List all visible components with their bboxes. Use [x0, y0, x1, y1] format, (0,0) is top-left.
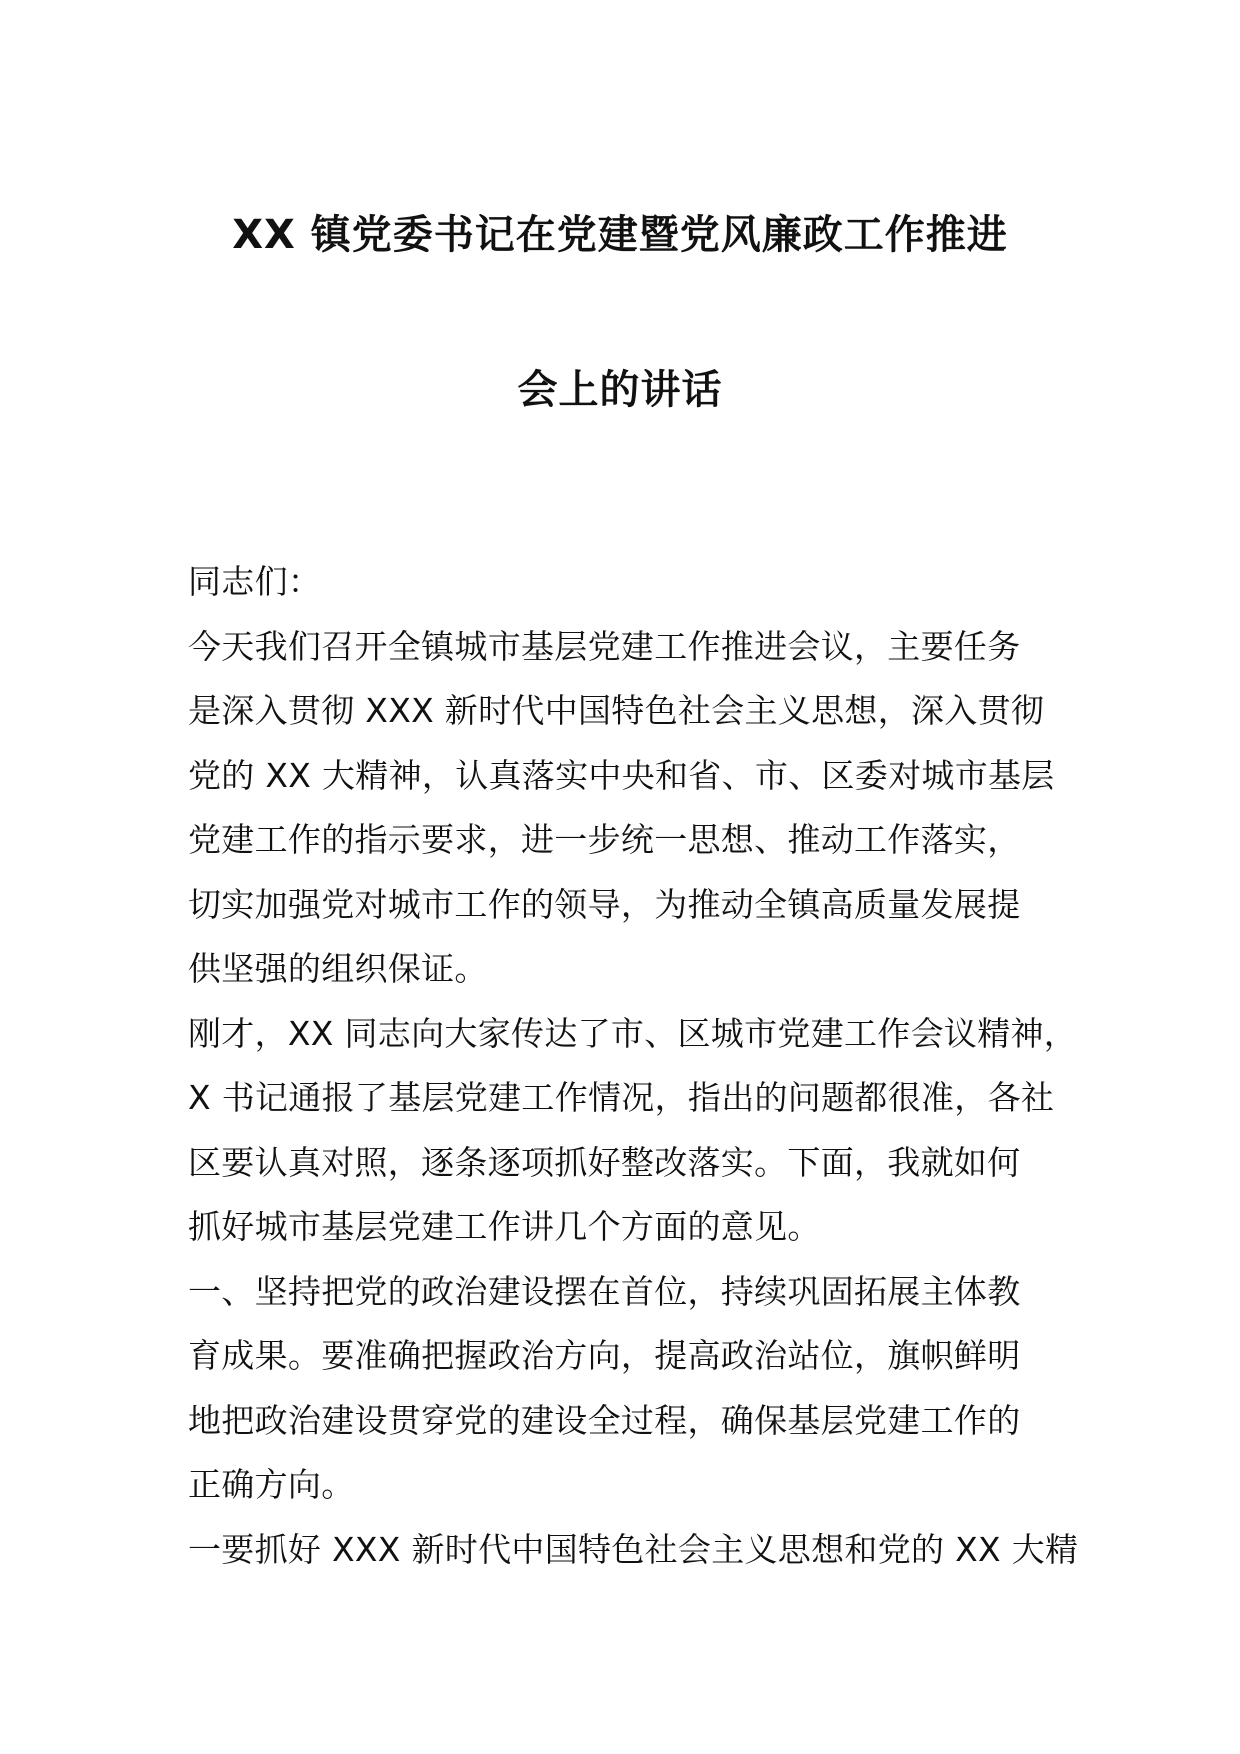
body-line: 党的 XX 大精神，认真落实中央和省、市、区委对城市基层 — [188, 755, 1055, 795]
salutation: 同志们： — [188, 562, 322, 601]
body-line: X 书记通报了基层党建工作情况，指出的问题都很准，各社 — [188, 1078, 1055, 1117]
body-line: 抓好城市基层党建工作讲几个方面的意见。 — [188, 1207, 821, 1246]
body-line: 地把政治建设贯穿党的建设全过程，确保基层党建工作的 — [188, 1400, 1021, 1440]
body-line: 育成果。要准确把握政治方向，提高政治站位，旗帜鲜明 — [188, 1336, 1021, 1375]
document-title-line-1: XX 镇党委书记在党建暨党风廉政工作推进 — [232, 212, 1008, 258]
body-line: 区要认真对照，逐条逐项抓好整改落实。下面，我就如何 — [188, 1142, 1021, 1182]
section-heading-line: 一、坚持把党的政治建设摆在首位，持续巩固拓展主体教 — [188, 1271, 1021, 1311]
body-line: 切实加强党对城市工作的领导，为推动全镇高质量发展提 — [188, 884, 1021, 924]
body-line: 正确方向。 — [188, 1465, 355, 1504]
document-title-line-2: 会上的讲话 — [517, 367, 723, 413]
body-line: 党建工作的指示要求，进一步统一思想、推动工作落实， — [188, 820, 1021, 859]
body-line: 今天我们召开全镇城市基层党建工作推进会议，主要任务 — [188, 626, 1021, 666]
body-line: 是深入贯彻 XXX 新时代中国特色社会主义思想，深入贯彻 — [188, 691, 1045, 730]
body-line: 一要抓好 XXX 新时代中国特色社会主义思想和党的 XX 大精 — [188, 1529, 1079, 1569]
body-line: 供坚强的组织保证。 — [188, 949, 488, 988]
document-body — [188, 550, 1088, 1582]
body-line: 刚才，XX 同志向大家传达了市、区城市党建工作会议精神， — [188, 1013, 1078, 1053]
